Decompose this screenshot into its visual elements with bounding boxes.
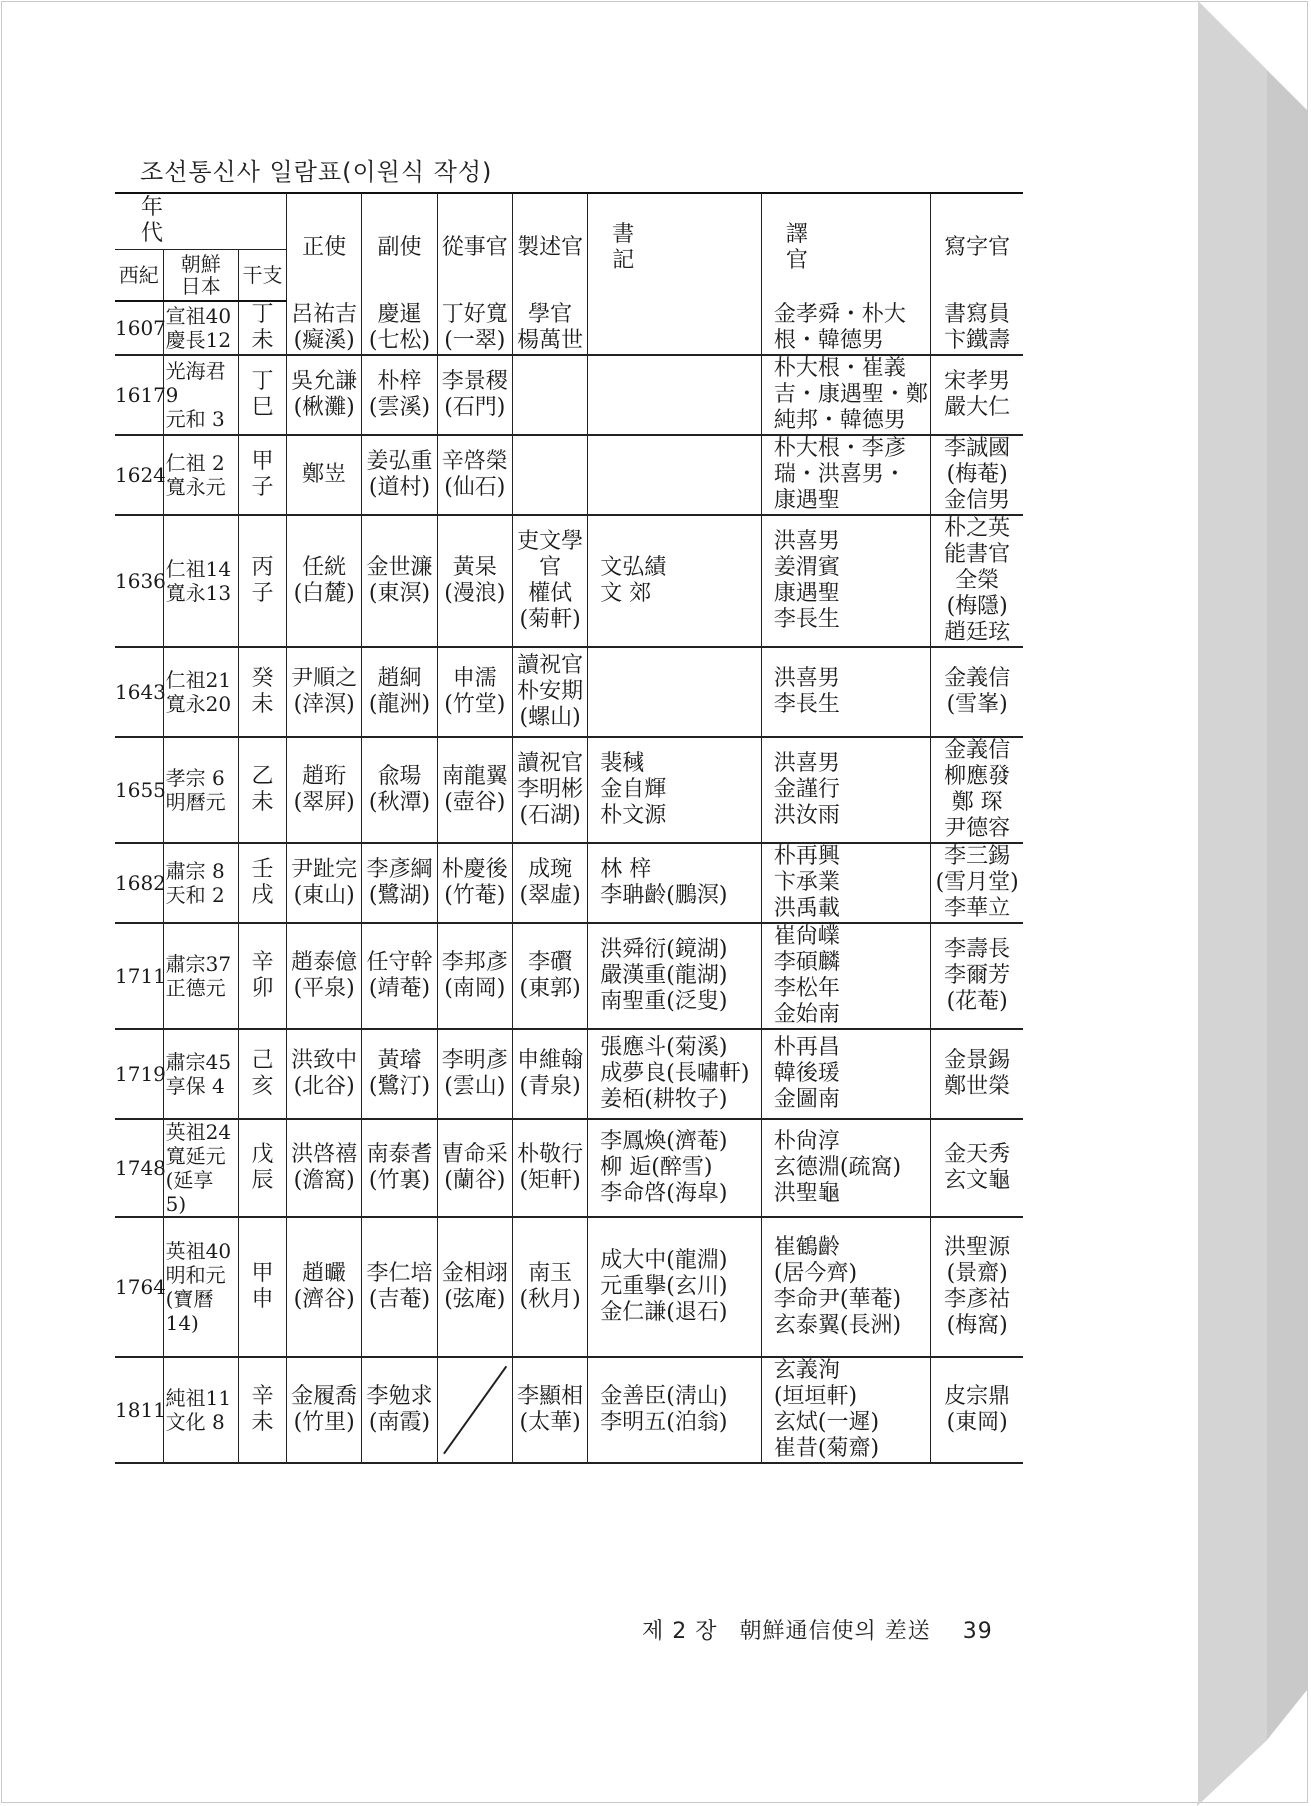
- cell-vice-envoy: 南泰耆 (竹裏): [362, 1119, 437, 1217]
- page-title: 조선통신사 일람표(이원식 작성): [140, 158, 493, 186]
- cell-secretary: 文弘績 文 郊: [588, 515, 762, 647]
- cell-envoy: 趙泰億 (平泉): [287, 923, 362, 1029]
- cell-reign: 肅宗45 享保 4: [163, 1029, 238, 1119]
- page-footer: [642, 1614, 993, 1645]
- table-row: [115, 737, 1023, 843]
- vacant-slash: [444, 1366, 506, 1453]
- cell-year: 1764: [115, 1217, 163, 1357]
- cell-reign: 孝宗 6 明曆元: [163, 737, 238, 843]
- cell-cyclical: 甲子: [238, 435, 286, 515]
- cell-cyclical: 己亥: [238, 1029, 286, 1119]
- cell-interpreter: 朴大根・李彥 瑞・洪喜男・ 康遇聖: [761, 435, 930, 515]
- header-attendant: 從事官: [437, 193, 512, 301]
- cell-year: 1682: [115, 843, 163, 923]
- cell-year: 1643: [115, 647, 163, 737]
- cell-composer: 吏文學 官 權侙 (菊軒): [512, 515, 587, 647]
- cell-vice-envoy: 慶暹 (七松): [362, 301, 437, 355]
- cell-scribe: 李誠國 (梅菴) 金信男: [931, 435, 1023, 515]
- footer-chapter: 제 2 장: [642, 1619, 718, 1644]
- cell-composer: [512, 435, 587, 515]
- cell-cyclical: 戊辰: [238, 1119, 286, 1217]
- cell-cyclical: 乙未: [238, 737, 286, 843]
- cell-secretary: 成大中(龍淵) 元重擧(玄川) 金仁謙(退石): [588, 1217, 762, 1357]
- table-row: [115, 435, 1023, 515]
- cell-scribe: 宋孝男 嚴大仁: [931, 355, 1023, 435]
- cell-envoy: 尹順之 (涬溟): [287, 647, 362, 737]
- cell-reign: 肅宗37 正德元: [163, 923, 238, 1029]
- cell-reign: 仁祖14 寬永13: [163, 515, 238, 647]
- cell-interpreter: 朴尙淳 玄德淵(疏窩) 洪聖龜: [761, 1119, 930, 1217]
- header-scribe: 寫字官: [931, 193, 1023, 301]
- cell-attendant: 李邦彥 (南岡): [437, 923, 512, 1029]
- cell-year: 1617: [115, 355, 163, 435]
- cell-vice-envoy: 趙絅 (龍洲): [362, 647, 437, 737]
- cell-year: 1607: [115, 301, 163, 355]
- cell-envoy: 鄭岦: [287, 435, 362, 515]
- cell-interpreter: 崔尙嶫 李碩麟 李松年 金始南: [761, 923, 930, 1029]
- cell-cyclical: 丁未: [238, 301, 286, 355]
- header-envoy: 正使: [287, 193, 362, 301]
- cell-reign: 英祖40 明和元 (寶曆 14): [163, 1217, 238, 1357]
- cell-envoy: 金履喬 (竹里): [287, 1357, 362, 1463]
- cell-scribe: 書寫員 卞鐵壽: [931, 301, 1023, 355]
- cell-interpreter: 金孝舜・朴大 根・韓德男: [761, 301, 930, 355]
- cell-year: 1624: [115, 435, 163, 515]
- page-number: 39: [962, 1619, 993, 1644]
- cell-scribe: 金義信 柳應發 鄭 琛 尹德容: [931, 737, 1023, 843]
- cell-interpreter: 朴再興 卞承業 洪禹載: [761, 843, 930, 923]
- cell-envoy: 任絖 (白麓): [287, 515, 362, 647]
- cell-vice-envoy: 姜弘重 (道村): [362, 435, 437, 515]
- cell-attendant: 金相翊 (弦庵): [437, 1217, 512, 1357]
- cell-secretary: 林 梓 李聃齡(鵬溟): [588, 843, 762, 923]
- cell-secretary: 張應斗(菊溪) 成夢良(長嘯軒) 姜栢(耕牧子): [588, 1029, 762, 1119]
- cell-attendant: 丁好寬 (一翠): [437, 301, 512, 355]
- cell-cyclical: 丁巳: [238, 355, 286, 435]
- cell-secretary: [588, 435, 762, 515]
- cell-composer: 讀祝官 李明彬 (石湖): [512, 737, 587, 843]
- header-vice-envoy: 副使: [362, 193, 437, 301]
- page-stack-edge: [1197, 0, 1311, 1806]
- cell-attendant: 曺命采 (蘭谷): [437, 1119, 512, 1217]
- cell-reign: 仁祖 2 寬永元: [163, 435, 238, 515]
- cell-secretary: 裴稶 金自輝 朴文源: [588, 737, 762, 843]
- cell-cyclical: 丙子: [238, 515, 286, 647]
- cell-envoy: 洪致中 (北谷): [287, 1029, 362, 1119]
- cell-attendant: 南龍翼 (壺谷): [437, 737, 512, 843]
- cell-scribe: 朴之英 能書官 全榮 (梅隱) 趙廷玹: [931, 515, 1023, 647]
- table-row: [115, 301, 1023, 355]
- cell-vice-envoy: 黃璿 (鷺汀): [362, 1029, 437, 1119]
- cell-year: 1719: [115, 1029, 163, 1119]
- header-era: 年 代: [115, 193, 287, 249]
- table-row: [115, 1217, 1023, 1357]
- cell-interpreter: 朴再昌 韓後瑗 金圖南: [761, 1029, 930, 1119]
- cell-cyclical: 辛卯: [238, 923, 286, 1029]
- cell-composer: 李顯相 (太華): [512, 1357, 587, 1463]
- header-secretary: 書 記: [588, 193, 762, 301]
- header-reign: 朝鮮 日本: [163, 249, 238, 301]
- cell-composer: [512, 355, 587, 435]
- cell-composer: 南玉 (秋月): [512, 1217, 587, 1357]
- envoy-table: [115, 192, 1023, 1464]
- cell-composer: 學官 楊萬世: [512, 301, 587, 355]
- cell-attendant: 李景稷 (石門): [437, 355, 512, 435]
- table-row: [115, 843, 1023, 923]
- header-interpreter: 譯 官: [761, 193, 930, 301]
- table-row: [115, 1119, 1023, 1217]
- cell-interpreter: 朴大根・崔義 吉・康遇聖・鄭 純邦・韓德男: [761, 355, 930, 435]
- cell-vice-envoy: 李彥綱 (鷺湖): [362, 843, 437, 923]
- cell-vice-envoy: 兪瑒 (秋潭): [362, 737, 437, 843]
- cell-envoy: 呂祐吉 (癡溪): [287, 301, 362, 355]
- cell-envoy: 趙珩 (翠屛): [287, 737, 362, 843]
- cell-scribe: 金景錫 鄭世榮: [931, 1029, 1023, 1119]
- cell-attendant: 朴慶後 (竹菴): [437, 843, 512, 923]
- cell-scribe: 金天秀 玄文龜: [931, 1119, 1023, 1217]
- cell-reign: 英祖24 寬延元 (延享 5): [163, 1119, 238, 1217]
- cell-cyclical: 甲申: [238, 1217, 286, 1357]
- cell-interpreter: 崔鶴齡 (居今齊) 李命尹(華菴) 玄泰翼(長洲): [761, 1217, 930, 1357]
- cell-scribe: 洪聖源 (景齋) 李彥祜 (梅窩): [931, 1217, 1023, 1357]
- cell-year: 1748: [115, 1119, 163, 1217]
- cell-composer: 李礥 (東郭): [512, 923, 587, 1029]
- cell-attendant: 申濡 (竹堂): [437, 647, 512, 737]
- book-page: [2, 2, 1198, 1802]
- cell-attendant: 黃杲 (漫浪): [437, 515, 512, 647]
- cell-envoy: 洪啓禧 (澹窩): [287, 1119, 362, 1217]
- header-composer: 製述官: [512, 193, 587, 301]
- cell-vice-envoy: 李仁培 (吉菴): [362, 1217, 437, 1357]
- cell-cyclical: 辛未: [238, 1357, 286, 1463]
- cell-reign: 純祖11 文化 8: [163, 1357, 238, 1463]
- cell-interpreter: 洪喜男 金謹行 洪汝雨: [761, 737, 930, 843]
- cell-secretary: 金善臣(淸山) 李明五(泊翁): [588, 1357, 762, 1463]
- cell-scribe: 李三錫 (雪月堂) 李華立: [931, 843, 1023, 923]
- cell-composer: 讀祝官 朴安期 (螺山): [512, 647, 587, 737]
- table-row: [115, 1357, 1023, 1463]
- cell-attendant-vacant: [437, 1357, 512, 1463]
- cell-secretary: [588, 355, 762, 435]
- table-row: [115, 515, 1023, 647]
- table-row: [115, 647, 1023, 737]
- cell-year: 1655: [115, 737, 163, 843]
- cell-attendant: 李明彥 (雲山): [437, 1029, 512, 1119]
- cell-vice-envoy: 朴梓 (雲溪): [362, 355, 437, 435]
- cell-vice-envoy: 任守幹 (靖菴): [362, 923, 437, 1029]
- cell-secretary: 洪舜衍(鏡湖) 嚴漢重(龍湖) 南聖重(泛叟): [588, 923, 762, 1029]
- cell-reign: 肅宗 8 天和 2: [163, 843, 238, 923]
- cell-reign: 宣祖40 慶長12: [163, 301, 238, 355]
- cell-scribe: 李壽長 李爾芳 (花菴): [931, 923, 1023, 1029]
- cell-scribe: 皮宗鼎 (東岡): [931, 1357, 1023, 1463]
- cell-secretary: [588, 301, 762, 355]
- cell-vice-envoy: 金世濂 (東溟): [362, 515, 437, 647]
- cell-secretary: [588, 647, 762, 737]
- cell-year: 1711: [115, 923, 163, 1029]
- table-row: [115, 923, 1023, 1029]
- cell-composer: 成琬 (翠虛): [512, 843, 587, 923]
- cell-envoy: 尹趾完 (東山): [287, 843, 362, 923]
- header-cyclical: 干支: [238, 249, 286, 301]
- cell-attendant: 辛啓榮 (仙石): [437, 435, 512, 515]
- cell-composer: 申維翰 (青泉): [512, 1029, 587, 1119]
- cell-envoy: 趙曮 (濟谷): [287, 1217, 362, 1357]
- table-row: [115, 355, 1023, 435]
- footer-chapter-title: 朝鮮通信使의 差送: [739, 1619, 931, 1644]
- cell-cyclical: 壬戌: [238, 843, 286, 923]
- cell-composer: 朴敬行 (矩軒): [512, 1119, 587, 1217]
- cell-year: 1811: [115, 1357, 163, 1463]
- cell-scribe: 金義信 (雪峯): [931, 647, 1023, 737]
- cell-interpreter: 洪喜男 李長生: [761, 647, 930, 737]
- cell-interpreter: 洪喜男 姜渭賓 康遇聖 李長生: [761, 515, 930, 647]
- cell-envoy: 吳允謙 (楸灘): [287, 355, 362, 435]
- cell-reign: 仁祖21 寬永20: [163, 647, 238, 737]
- header-western-year: 西紀: [115, 249, 163, 301]
- cell-cyclical: 癸未: [238, 647, 286, 737]
- cell-interpreter: 玄義洵 (垣垣軒) 玄烒(一遲) 崔昔(菊齋): [761, 1357, 930, 1463]
- cell-vice-envoy: 李勉求 (南霞): [362, 1357, 437, 1463]
- cell-reign: 光海君 9 元和 3: [163, 355, 238, 435]
- cell-secretary: 李鳳煥(濟菴) 柳 逅(醉雪) 李命啓(海皐): [588, 1119, 762, 1217]
- table-row: [115, 1029, 1023, 1119]
- cell-year: 1636: [115, 515, 163, 647]
